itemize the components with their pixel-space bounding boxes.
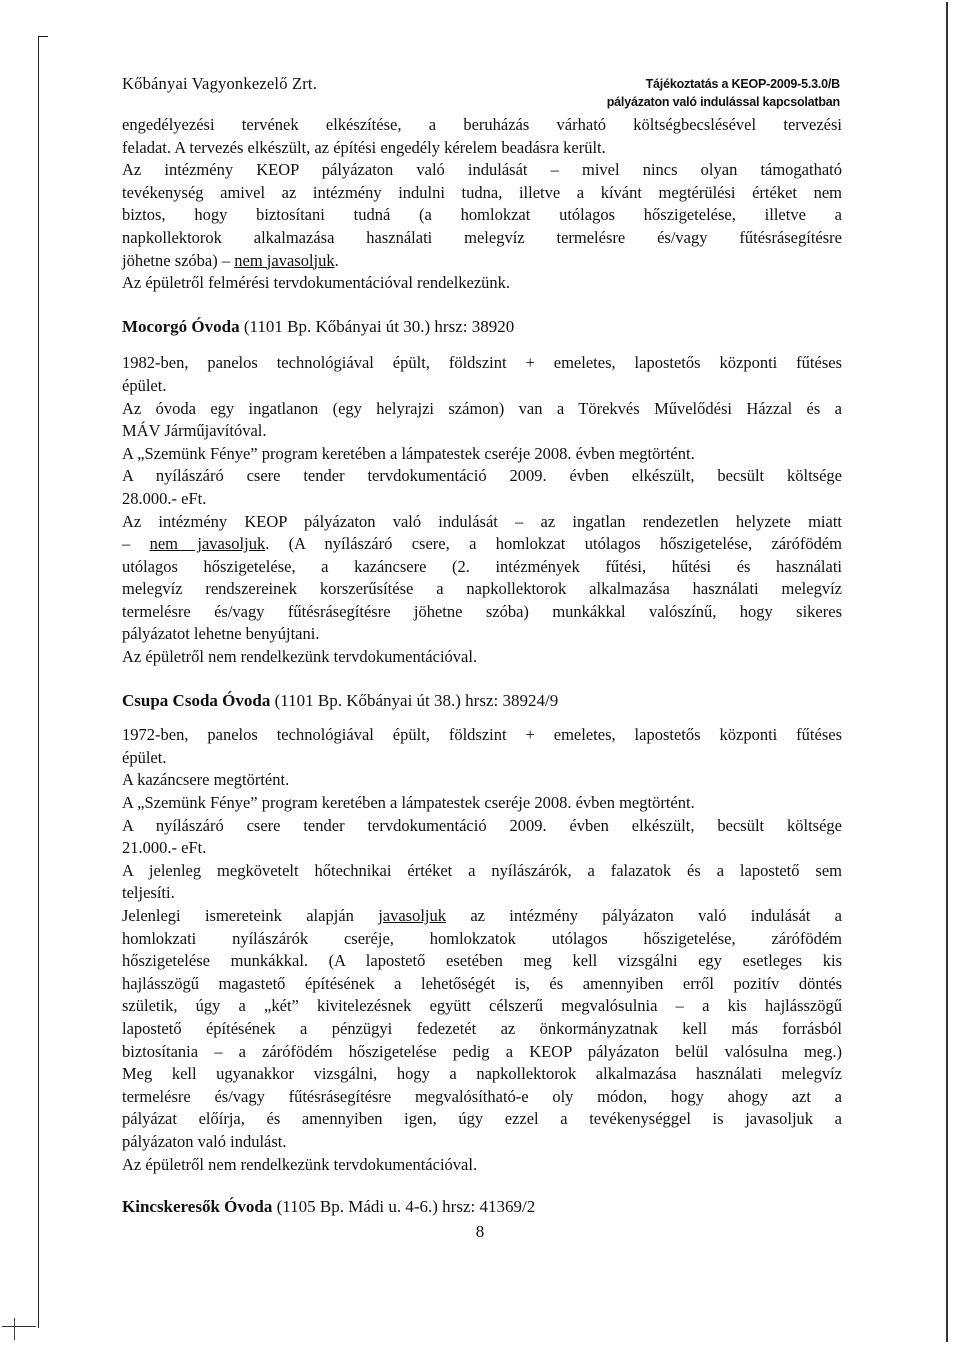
text-line: A nyílászáró csere tender tervdokumentáció 2009. évben elkészült, becsült költsége (122, 815, 842, 835)
scan-border-right (946, 2, 948, 1342)
section-title-kincskeresok (122, 1196, 842, 1219)
institution-name: Csupa Csoda Óvoda (122, 690, 271, 710)
section-title-mocorgo (122, 316, 842, 339)
text-line: termelésre és/vagy fűtésrásegítésre megvalósítható-e oly módon, hogy ahogy azt a (122, 1086, 842, 1106)
text-line: biztosítania – a zárófödém hőszigetelése pedig a KEOP pályázaton belül valósulna meg.) (122, 1041, 842, 1061)
text-line (122, 533, 842, 556)
text-line (122, 250, 842, 273)
text-line: tevékenység amivel az intézmény indulni tudna, illetve a kívánt megtérülési értéket nem (122, 182, 842, 202)
section-title-csupa-csoda (122, 690, 842, 713)
text-line: Az épületről nem rendelkezünk tervdokumentációval. (122, 647, 478, 667)
text-line: 21.000.- eFt. (122, 838, 207, 858)
text-line: pályázat előírja, és amennyiben igen, úgy ezzel a tevékenységgel is javasoljuk a (122, 1109, 842, 1129)
scan-border-bottom (2, 1326, 36, 1327)
recommendation-yes: javasoljuk (378, 906, 447, 925)
text-line: melegvíz rendszereinek korszerűsítése a napkollektorok alkalmazása használati melegvíz (122, 579, 842, 599)
text-line: feladat. A tervezés elkészült, az építési engedély kérelem beadásra került. (122, 137, 606, 157)
text-line: hajlásszögű magastető építésének a lehetőségét is, és amennyiben erről pozitív döntés (122, 973, 842, 993)
text-line: utólagos hőszigetelése, a kazáncsere (2. intézmények fűtési, hűtési és használati (122, 556, 842, 576)
document-body (122, 114, 842, 1219)
text-line: biztos, hogy biztosítani tudná (a homlokzat utólagos hőszigetelése, illetve a (122, 205, 842, 225)
text-line: 28.000.- eFt. (122, 488, 207, 508)
text-line: A nyílászáró csere tender tervdokumentáció 2009. évben elkészült, becsült költsége (122, 466, 842, 486)
scan-mark (14, 1318, 15, 1340)
header-ref-line1: Tájékoztatás a KEOP-2009-5.3.0/B (645, 77, 840, 91)
text-line: hőszigetelése munkákkal. (A lapostető esetében meg kell vizsgálni egy esetleges kis (122, 951, 842, 971)
text-line: pályázatot lehetne benyújtani. (122, 624, 320, 644)
recommendation-no: nem javasoljuk (149, 534, 266, 554)
text-line: teljesíti. (122, 883, 175, 903)
text-line: Az intézmény KEOP pályázaton való indulását – mivel nincs olyan támogatható (122, 160, 842, 180)
text-line: A kazáncsere megtörtént. (122, 770, 290, 790)
text-line: Az óvoda egy ingatlanon (egy helyrajzi számon) van a Törekvés Művelődési Házzal és a (122, 398, 842, 418)
text-line: Az intézmény KEOP pályázaton való indulását – az ingatlan rendezetlen helyzete miatt (122, 511, 842, 531)
text-span: – (122, 534, 150, 554)
recommendation-no: nem javasoljuk (234, 250, 335, 270)
header-ref-line2: pályázaton való indulással kapcsolatban (606, 95, 840, 109)
section-body-mocorgo (122, 352, 842, 668)
text-span: az intézmény pályázaton való indulását a (446, 906, 842, 925)
section-body-csupa-csoda (122, 724, 842, 1176)
header-reference (578, 75, 840, 111)
text-line: MÁV Járműjavítóval. (122, 421, 267, 441)
institution-address: (1105 Bp. Mádi u. 4-6.) hrsz: 41369/2 (272, 1197, 536, 1217)
text-line: napkollektorok alkalmazása használati melegvíz termelésre és/vagy fűtésrásegítésre (122, 227, 842, 247)
text-line: Az épületről felmérési tervdokumentációval rendelkezünk. (122, 273, 511, 293)
scan-border-left (38, 36, 39, 1328)
institution-address: (1101 Bp. Kőbányai út 38.) hrsz: 38924/9 (270, 690, 559, 710)
institution-name: Mocorgó Óvoda (122, 316, 240, 336)
text-line: pályázaton való indulást. (122, 1131, 287, 1151)
institution-name: Kincskeresők Óvoda (122, 1197, 273, 1217)
page-number: 8 (475, 1222, 485, 1241)
intro-paragraph (122, 114, 842, 295)
text-line: Meg kell ugyanakkor vizsgálni, hogy a napkollektorok alkalmazása használati melegvíz (122, 1064, 842, 1084)
text-line: épület. (122, 747, 167, 767)
text-line: A „Szemünk Fénye” program keretében a lámpatestek cseréje 2008. évben megtörtént. (122, 443, 695, 463)
text-span: Jelenlegi ismereteink alapján (122, 906, 379, 925)
header-company: Kőbányai Vagyonkezelő Zrt. (122, 74, 318, 93)
text-line: 1972-ben, panelos technológiával épült, földszint + emeletes, lapostetős központi fűtéses (122, 725, 842, 745)
text-line: épület. (122, 375, 167, 395)
institution-address: (1101 Bp. Kőbányai út 30.) hrsz: 38920 (239, 316, 515, 336)
text-line: engedélyezési tervének elkészítése, a beruházás várható költségbecslésével tervezési (122, 115, 842, 134)
text-line: lapostető építésének a pénzügyi fedezetét az önkormányzatnak kell más forrásból (122, 1018, 842, 1038)
text-line: A jelenleg megkövetelt hőtechnikai értéket a nyílászárók, a falazatok és a lapostető sem (122, 860, 842, 880)
scan-border-top (38, 36, 48, 37)
text-line: termelésre és/vagy fűtésrásegítésre jöhetne szóba) munkákkal valószínű, hogy sikeres (122, 601, 842, 621)
text-line: 1982-ben, panelos technológiával épült, földszint + emeletes, lapostetős központi fűtéses (122, 353, 842, 373)
text-span: . (A nyílászáró csere, a homlokzat utólagos hőszigetelése, zárófödém (265, 534, 842, 554)
text-line (122, 905, 842, 928)
text-line: születik, úgy a „két” kivitelezésnek együtt célszerű megvalósulnia – a kis hajlásszögű (122, 996, 842, 1016)
text-span: . (334, 250, 339, 270)
text-span: jöhetne szóba) – (122, 250, 235, 270)
text-line: homlokzati nyílászárók cseréje, homlokzatok utólagos hőszigetelése, zárófödém (122, 928, 842, 948)
text-line: A „Szemünk Fénye” program keretében a lámpatestek cseréje 2008. évben megtörtént. (122, 793, 695, 813)
text-line: Az épületről nem rendelkezünk tervdokumentációval. (122, 1154, 478, 1174)
